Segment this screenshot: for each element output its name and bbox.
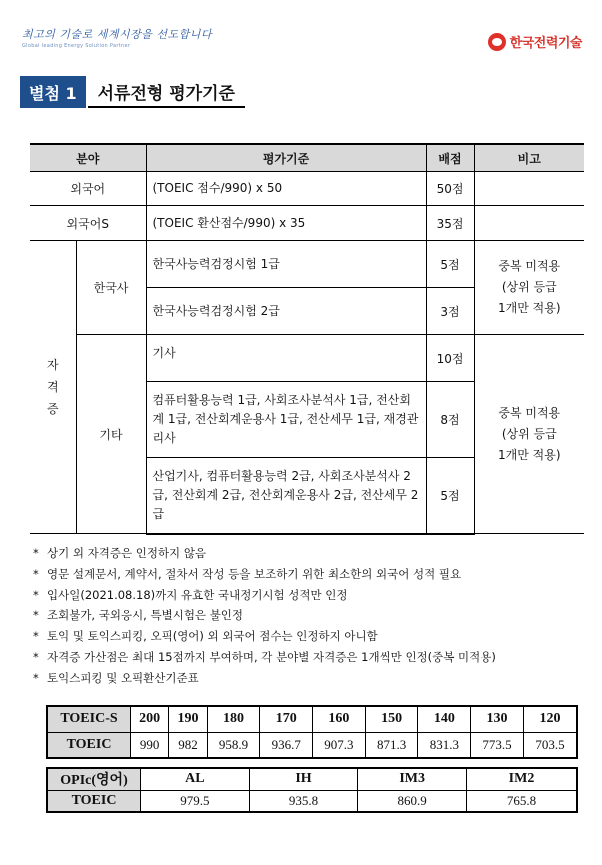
history-remark-cell: 중복 미적용 (상위 등급 1개만 적용) — [474, 241, 584, 335]
table-cell: 907.3 — [313, 732, 366, 758]
table-cell: 180 — [207, 706, 260, 732]
table-cell: IM2 — [467, 768, 577, 790]
note-text: 토익 및 토익스피킹, 오픽(영어) 외 외국어 점수는 인정하지 아니함 — [47, 629, 378, 644]
table-row — [47, 790, 577, 812]
company-slogan: 최고의 기술로 세계시장을 선도합니다 — [22, 28, 213, 41]
score-cell: 8점 — [426, 382, 474, 458]
table-row — [47, 732, 577, 758]
criteria-cell: 기사 — [146, 335, 426, 382]
header-remark: 비고 — [474, 144, 584, 172]
remark-cell — [474, 206, 584, 241]
evaluation-criteria-table — [30, 143, 584, 535]
list-item — [33, 564, 496, 585]
list-item — [33, 543, 496, 564]
table-cell: 200 — [131, 706, 169, 732]
list-item — [33, 626, 496, 647]
note-marker: * — [33, 608, 39, 623]
note-text: 영문 설계문서, 계약서, 절차서 작성 등을 보조하기 위한 최소한의 외국어 성적 필요 — [47, 566, 462, 581]
score-cell: 5점 — [426, 241, 474, 288]
note-text: 토익스피킹 및 오픽환산기준표 — [47, 670, 199, 685]
remark-cell — [474, 172, 584, 206]
criteria-cell: 한국사능력검정시험 2급 — [146, 288, 426, 335]
list-item — [33, 585, 496, 606]
other-label-cell: 기타 — [76, 335, 146, 534]
company-logo-text: 한국전력기술 — [509, 36, 582, 51]
list-item — [33, 605, 496, 626]
note-marker: * — [33, 649, 39, 664]
table-cell: 990 — [131, 732, 169, 758]
logo-mark-icon — [488, 33, 506, 51]
score-cell: 3점 — [426, 288, 474, 335]
header-field: 분야 — [30, 144, 146, 172]
list-item — [33, 668, 496, 689]
notes-list — [33, 543, 496, 689]
note-text: 조회불가, 국외응시, 특별시험은 불인정 — [47, 608, 244, 623]
note-marker: * — [33, 566, 39, 581]
company-logo — [488, 32, 582, 51]
appendix-badge: 별첨 1 — [20, 76, 86, 108]
table-cell: 982 — [169, 732, 207, 758]
note-text: 자격증 가산점은 최대 15점까지 부여하며, 각 분야별 자격증은 1개씩만 인정(중복 미적용) — [47, 649, 496, 664]
score-cell: 5점 — [426, 458, 474, 534]
table-cell: 935.8 — [249, 790, 358, 812]
table-cell: IH — [249, 768, 358, 790]
score-cell: 50점 — [426, 172, 474, 206]
page-header — [0, 0, 602, 70]
row-header: OPIc(영어) — [47, 768, 141, 790]
table-cell: 170 — [260, 706, 313, 732]
criteria-cell: (TOEIC 환산점수/990) x 35 — [146, 206, 426, 241]
header-criteria: 평가기준 — [146, 144, 426, 172]
criteria-cell: 산업기사, 컴퓨터활용능력 2급, 사회조사분석사 2급, 전산회계 2급, 전산회계운용사 2급, 전산세무 2급 — [146, 458, 426, 534]
table-cell: 140 — [418, 706, 471, 732]
table-row — [30, 206, 584, 241]
toeic-speaking-conversion-table — [46, 705, 578, 759]
table-cell: 703.5 — [523, 732, 577, 758]
field-cell: 외국어 — [30, 172, 146, 206]
note-marker: * — [33, 670, 39, 685]
table-cell: 860.9 — [358, 790, 467, 812]
table-row — [30, 335, 584, 382]
field-cell: 외국어S — [30, 206, 146, 241]
criteria-cell: 컴퓨터활용능력 1급, 사회조사분석사 1급, 전산회계 1급, 전산회계운용사 1급, 전산세무 1급, 재경관리사 — [146, 382, 426, 458]
note-marker: * — [33, 546, 39, 560]
note-text: 상기 외 자격증은 인정하지 않음 — [47, 546, 207, 560]
criteria-cell: 한국사능력검정시험 1급 — [146, 241, 426, 288]
score-cell: 35점 — [426, 206, 474, 241]
table-cell: IM3 — [358, 768, 467, 790]
criteria-cell: (TOEIC 점수/990) x 50 — [146, 172, 426, 206]
opic-conversion-table — [46, 767, 578, 813]
other-remark-cell: 중복 미적용 (상위 등급 1개만 적용) — [474, 335, 584, 534]
row-header: TOEIC-S — [47, 706, 131, 732]
table-cell: 871.3 — [365, 732, 418, 758]
table-cell: 831.3 — [418, 732, 471, 758]
header-score: 배점 — [426, 144, 474, 172]
table-cell: 160 — [313, 706, 366, 732]
table-cell: 130 — [471, 706, 524, 732]
score-cell: 10점 — [426, 335, 474, 382]
list-item — [33, 647, 496, 668]
table-row — [47, 706, 577, 732]
table-cell: 958.9 — [207, 732, 260, 758]
note-marker: * — [33, 629, 39, 644]
company-slogan-sub: Global leading Energy Solution Partner — [22, 43, 131, 49]
section-title — [20, 76, 245, 108]
note-text: 입사일(2021.08.18)까지 유효한 국내정기시험 성적만 인정 — [47, 587, 348, 602]
page-title: 서류전형 평가기준 — [88, 76, 245, 108]
cert-category-cell: 자 격 증 — [30, 241, 76, 534]
table-cell: 150 — [365, 706, 418, 732]
note-marker: * — [33, 587, 39, 602]
table-cell: 190 — [169, 706, 207, 732]
table-row — [30, 241, 584, 288]
row-header: TOEIC — [47, 790, 141, 812]
table-cell: 936.7 — [260, 732, 313, 758]
table-cell: 765.8 — [467, 790, 577, 812]
table-cell: AL — [141, 768, 250, 790]
table-row — [47, 768, 577, 790]
history-label-cell: 한국사 — [76, 241, 146, 335]
table-cell: 979.5 — [141, 790, 250, 812]
row-header: TOEIC — [47, 732, 131, 758]
table-cell: 120 — [523, 706, 577, 732]
table-cell: 773.5 — [471, 732, 524, 758]
table-row — [30, 172, 584, 206]
